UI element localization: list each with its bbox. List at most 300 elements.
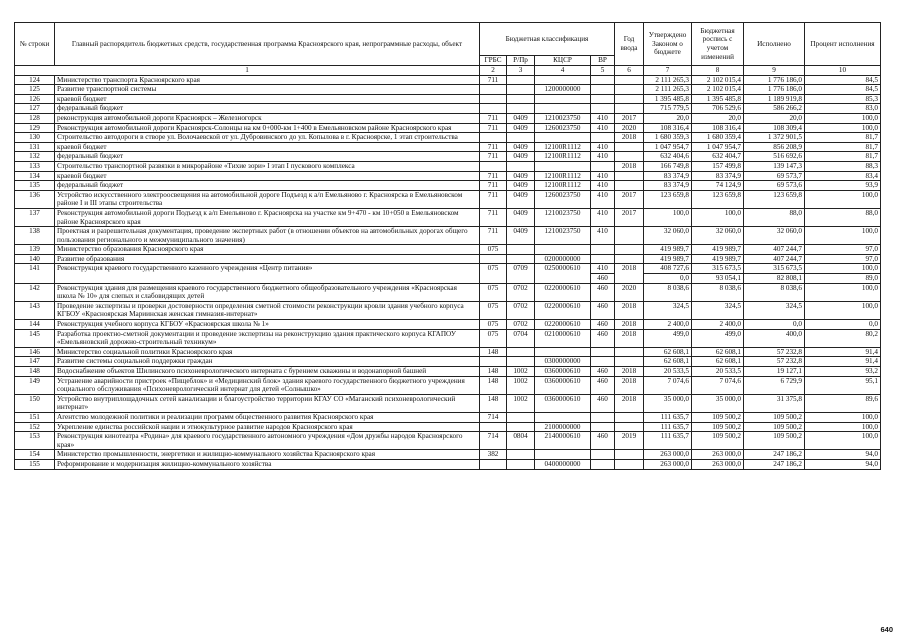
- row-number: 140: [15, 254, 55, 264]
- row-percent: 97,0: [805, 254, 881, 264]
- row-vr: [591, 85, 615, 95]
- row-rpr: [507, 412, 535, 422]
- row-number: 142: [15, 283, 55, 301]
- row-rpr: [507, 347, 535, 357]
- row-rpr: 1002: [507, 376, 535, 394]
- row-name: Развитие системы социальной поддержки граждан: [55, 357, 480, 367]
- row-number: 148: [15, 367, 55, 377]
- row-approved: 715 779,5: [644, 104, 692, 114]
- row-year: 2018: [615, 133, 644, 143]
- row-percent: 95,1: [805, 376, 881, 394]
- row-vr: 410: [591, 142, 615, 152]
- table-body: [15, 75, 881, 469]
- table-row: [15, 245, 881, 255]
- row-grbs: 148: [480, 347, 507, 357]
- row-year: [615, 450, 644, 460]
- row-grbs: 075: [480, 320, 507, 330]
- row-executed: 139 147,3: [744, 161, 805, 171]
- header-budget-classification: Бюджетная классификация: [480, 23, 615, 56]
- row-executed: 856 208,9: [744, 142, 805, 152]
- column-index: 10: [805, 66, 881, 76]
- row-approved: 83 374,9: [644, 181, 692, 191]
- row-approved: 2 111 265,3: [644, 75, 692, 85]
- row-approved: 499,0: [644, 329, 692, 347]
- row-executed: 109 500,2: [744, 432, 805, 450]
- row-rpr: [507, 75, 535, 85]
- row-percent: 94,0: [805, 450, 881, 460]
- row-kcsr: [535, 104, 591, 114]
- row-name: Разработка проектно-сметной документации и проведение экспертизы на реконструкцию здания практического корпуса КГАПОУ «Емельяновский дорожно-строительный техникум»: [55, 329, 480, 347]
- row-executed: 88,0: [744, 208, 805, 226]
- row-approved: 419 989,7: [644, 254, 692, 264]
- table-row: [15, 283, 881, 301]
- row-number: 153: [15, 432, 55, 450]
- row-year: 2018: [615, 264, 644, 283]
- table-row: [15, 142, 881, 152]
- row-approved: 20 533,5: [644, 367, 692, 377]
- table-row: [15, 459, 881, 469]
- row-year: [615, 347, 644, 357]
- row-kcsr: [535, 245, 591, 255]
- header-percent: Процент исполнения: [805, 23, 881, 66]
- row-approved: 408 727,6: [644, 264, 692, 274]
- row-name: Строительство автодороги в створе ул. Волочаевской от ул. Дубровинского до ул. Копылова в г. Красноярске, 1 этап строительства: [55, 133, 480, 143]
- row-year: [615, 104, 644, 114]
- row-grbs: 711: [480, 75, 507, 85]
- row-executed: 69 573,7: [744, 171, 805, 181]
- row-percent: 100,0: [805, 301, 881, 319]
- row-year: [615, 171, 644, 181]
- row-kcsr: 12100R1112: [535, 142, 591, 152]
- row-vr: 410: [591, 113, 615, 123]
- row-number: 150: [15, 394, 55, 412]
- row-percent: 100,0: [805, 412, 881, 422]
- row-year: [615, 245, 644, 255]
- row-percent: 83,0: [805, 104, 881, 114]
- header-row-number: № строки: [15, 23, 55, 66]
- row-executed: 1 776 186,0: [744, 75, 805, 85]
- row-kcsr: 0360000610: [535, 376, 591, 394]
- row-rpr: 0702: [507, 320, 535, 330]
- row-percent: 100,0: [805, 113, 881, 123]
- table-row: [15, 104, 881, 114]
- row-budget-list: 35 000,0: [692, 394, 744, 412]
- row-executed: 247 186,2: [744, 450, 805, 460]
- row-vr: 460: [591, 283, 615, 301]
- row-approved: 324,5: [644, 301, 692, 319]
- row-vr: [591, 357, 615, 367]
- row-number: 138: [15, 227, 55, 245]
- header-grbs: ГРБС: [480, 56, 507, 66]
- row-kcsr: 1210023750: [535, 208, 591, 226]
- row-executed: 32 060,0: [744, 227, 805, 245]
- row-approved: 1 680 359,3: [644, 133, 692, 143]
- row-rpr: 0702: [507, 283, 535, 301]
- row-kcsr: 2100000000: [535, 422, 591, 432]
- row-rpr: 1002: [507, 367, 535, 377]
- document-sheet: [14, 22, 880, 470]
- row-vr: 460: [591, 329, 615, 347]
- header-rpr: Р/Пр: [507, 56, 535, 66]
- row-percent: 84,5: [805, 75, 881, 85]
- row-grbs: [480, 357, 507, 367]
- row-budget-list: 62 608,1: [692, 357, 744, 367]
- row-executed: 516 692,6: [744, 152, 805, 162]
- column-index: 6: [615, 66, 644, 76]
- row-number: 135: [15, 181, 55, 191]
- row-percent: 81,7: [805, 152, 881, 162]
- row-kcsr: [535, 94, 591, 104]
- row-grbs: [480, 459, 507, 469]
- row-vr: 460: [591, 432, 615, 450]
- row-executed: 324,5: [744, 301, 805, 319]
- row-year: 2018: [615, 394, 644, 412]
- column-index: 3: [507, 66, 535, 76]
- row-grbs: 714: [480, 412, 507, 422]
- row-number: 124: [15, 75, 55, 85]
- row-vr: 460: [591, 376, 615, 394]
- row-executed: 31 375,8: [744, 394, 805, 412]
- row-vr: [591, 245, 615, 255]
- table-row: [15, 450, 881, 460]
- row-name: Реконструкция кинотеатра «Родина» для краевого государственного автономного учреждения «Дом дружбы народов Красноярского края»: [55, 432, 480, 450]
- row-percent: 93,9: [805, 181, 881, 191]
- row-kcsr: 1200000000: [535, 85, 591, 95]
- row-year: [615, 357, 644, 367]
- row-approved: 263 000,0: [644, 450, 692, 460]
- row-kcsr: [535, 133, 591, 143]
- row-name: Развитие транспортной системы: [55, 85, 480, 95]
- row-kcsr: 12100R1112: [535, 181, 591, 191]
- row-kcsr: 0400000000: [535, 459, 591, 469]
- row-vr: 410: [591, 181, 615, 191]
- column-index: 8: [692, 66, 744, 76]
- row-rpr: 0409: [507, 208, 535, 226]
- row-name: Министерство транспорта Красноярского края: [55, 75, 480, 85]
- row-budget-list: 123 659,8: [692, 190, 744, 208]
- row-approved: 111 635,7: [644, 432, 692, 450]
- row-rpr: [507, 422, 535, 432]
- row-rpr: 0409: [507, 227, 535, 245]
- row-vr: 460: [591, 320, 615, 330]
- row-kcsr: [535, 161, 591, 171]
- row-budget-list: 20 533,5: [692, 367, 744, 377]
- row-percent: 100,0: [805, 283, 881, 301]
- row-approved: 83 374,9: [644, 171, 692, 181]
- row-grbs: [480, 85, 507, 95]
- row-year: [615, 142, 644, 152]
- row-grbs: 711: [480, 227, 507, 245]
- row-approved: 263 000,0: [644, 459, 692, 469]
- row-vr: [591, 347, 615, 357]
- row-year: 2018: [615, 329, 644, 347]
- row-budget-list: 419 989,7: [692, 245, 744, 255]
- table-row: [15, 208, 881, 226]
- row-budget-list: 157 499,8: [692, 161, 744, 171]
- row-kcsr: [535, 412, 591, 422]
- row-number: 125: [15, 85, 55, 95]
- row-name: Водоснабжение объектов Шилинского психоневрологического интерната с бурением скважины и водонапорной башней: [55, 367, 480, 377]
- row-percent: 88,0: [805, 208, 881, 226]
- row-grbs: 075: [480, 264, 507, 283]
- row-kcsr: 12100R1112: [535, 152, 591, 162]
- header-executed: Исполнено: [744, 23, 805, 66]
- row-rpr: [507, 85, 535, 95]
- row-number: 132: [15, 152, 55, 162]
- row-budget-list: 1 680 359,4: [692, 133, 744, 143]
- row-approved: 166 749,8: [644, 161, 692, 171]
- row-grbs: 711: [480, 208, 507, 226]
- row-grbs: 148: [480, 376, 507, 394]
- page-number: 640: [880, 625, 893, 634]
- row-name: реконструкция автомобильной дороги Красноярск – Железногорск: [55, 113, 480, 123]
- row-name: Министерство образования Красноярского края: [55, 245, 480, 255]
- row-percent: 80,2: [805, 329, 881, 347]
- row-year: 2020: [615, 123, 644, 133]
- column-index: 9: [744, 66, 805, 76]
- row-rpr: 0804: [507, 432, 535, 450]
- row-executed: 1 189 919,8: [744, 94, 805, 104]
- row-vr: [591, 75, 615, 85]
- row-number: 128: [15, 113, 55, 123]
- table-row: [15, 123, 881, 133]
- row-kcsr: [535, 75, 591, 85]
- table-row: [15, 152, 881, 162]
- row-rpr: [507, 245, 535, 255]
- row-percent: 94,0: [805, 459, 881, 469]
- row-kcsr: 0360000610: [535, 394, 591, 412]
- row-number: 145: [15, 329, 55, 347]
- budget-table: [14, 22, 881, 470]
- row-name: Реконструкция автомобильной дороги Подъезд к а/п Емельяново г. Красноярска на участке км 9+470 - км 10+050 в Емельяновском районе Красноярского края: [55, 208, 480, 226]
- row-kcsr: 1210023750: [535, 113, 591, 123]
- row-budget-list: 499,0: [692, 329, 744, 347]
- row-grbs: 075: [480, 329, 507, 347]
- row-approved: 7 074,6: [644, 376, 692, 394]
- row-percent: 88,3: [805, 161, 881, 171]
- row-vr: 460: [591, 274, 615, 284]
- row-approved: 1 047 954,7: [644, 142, 692, 152]
- row-year: 2017: [615, 208, 644, 226]
- row-rpr: [507, 450, 535, 460]
- row-rpr: [507, 161, 535, 171]
- table-row: [15, 94, 881, 104]
- row-year: 2018: [615, 367, 644, 377]
- row-number: 143: [15, 301, 55, 319]
- table-row: [15, 394, 881, 412]
- row-approved: 20,0: [644, 113, 692, 123]
- row-percent: 89,0: [805, 274, 881, 284]
- row-executed: 82 808,1: [744, 274, 805, 284]
- table-row: [15, 133, 881, 143]
- table-row: [15, 254, 881, 264]
- row-kcsr: 1260023750: [535, 190, 591, 208]
- row-number: 139: [15, 245, 55, 255]
- row-year: 2017: [615, 190, 644, 208]
- row-vr: 460: [591, 394, 615, 412]
- table-row: [15, 422, 881, 432]
- row-number: 129: [15, 123, 55, 133]
- row-budget-list: 2 102 015,4: [692, 85, 744, 95]
- row-vr: [591, 412, 615, 422]
- row-approved: 111 635,7: [644, 412, 692, 422]
- table-row: [15, 320, 881, 330]
- table-row: [15, 412, 881, 422]
- header-approved: Утверждено Законом о бюджете: [644, 23, 692, 66]
- row-name: федеральный бюджет: [55, 104, 480, 114]
- row-rpr: [507, 459, 535, 469]
- row-kcsr: 0360000610: [535, 367, 591, 377]
- row-name: федеральный бюджет: [55, 181, 480, 191]
- row-budget-list: 1 395 485,8: [692, 94, 744, 104]
- row-executed: 586 266,2: [744, 104, 805, 114]
- row-approved: 32 060,0: [644, 227, 692, 245]
- row-grbs: 714: [480, 432, 507, 450]
- row-number: 151: [15, 412, 55, 422]
- row-budget-list: 108 316,4: [692, 123, 744, 133]
- row-executed: 109 500,2: [744, 412, 805, 422]
- row-year: 2018: [615, 161, 644, 171]
- row-rpr: 1002: [507, 394, 535, 412]
- row-grbs: [480, 161, 507, 171]
- row-name: Министерство промышленности, энергетики и жилищно-коммунального хозяйства Красноярского края: [55, 450, 480, 460]
- row-percent: 100,0: [805, 123, 881, 133]
- row-grbs: 711: [480, 171, 507, 181]
- row-vr: 410: [591, 264, 615, 274]
- row-name: краевой бюджет: [55, 94, 480, 104]
- table-row: [15, 161, 881, 171]
- table-row: [15, 329, 881, 347]
- row-budget-list: 706 529,6: [692, 104, 744, 114]
- row-name: Проведение экспертизы и проверки достоверности определения сметной стоимости реконструкции кровли здания учебного корпуса КГБОУ «Красноярская Мариинская женская гимназия-интернат»: [55, 301, 480, 319]
- row-vr: [591, 254, 615, 264]
- row-number: 136: [15, 190, 55, 208]
- row-vr: 410: [591, 208, 615, 226]
- row-budget-list: 32 060,0: [692, 227, 744, 245]
- row-name: Реконструкция здания для размещения краевого государственного бюджетного общеобразовательного учреждения «Красноярская школа № 10» для слепых и слабовидящих детей: [55, 283, 480, 301]
- header-budget-list: Бюджетная роспись с учетом изменений: [692, 23, 744, 66]
- row-executed: 19 127,1: [744, 367, 805, 377]
- table-row: [15, 367, 881, 377]
- row-approved: 8 038,6: [644, 283, 692, 301]
- row-budget-list: 100,0: [692, 208, 744, 226]
- column-index-row: [15, 66, 881, 76]
- row-vr: [591, 133, 615, 143]
- row-budget-list: 109 500,2: [692, 422, 744, 432]
- table-row: [15, 347, 881, 357]
- row-budget-list: 315 673,5: [692, 264, 744, 274]
- row-year: [615, 94, 644, 104]
- row-name: Устранение аварийности пристроек «Пищеблок» и «Медицинский блок» здания краевого государственного бюджетного учреждения социального обслуживания «Психоневрологический интернат для детей «Солнышко»: [55, 376, 480, 394]
- row-approved: 100,0: [644, 208, 692, 226]
- header-kcsr: КЦСР: [535, 56, 591, 66]
- row-percent: 89,6: [805, 394, 881, 412]
- row-rpr: [507, 357, 535, 367]
- row-number: 154: [15, 450, 55, 460]
- row-name: краевой бюджет: [55, 171, 480, 181]
- row-name: Агентство молодежной политики и реализации программ общественного развития Красноярского края: [55, 412, 480, 422]
- row-number: 144: [15, 320, 55, 330]
- row-grbs: 075: [480, 301, 507, 319]
- row-executed: 57 232,8: [744, 357, 805, 367]
- row-kcsr: 0220000610: [535, 301, 591, 319]
- row-rpr: 0702: [507, 301, 535, 319]
- table-row: [15, 301, 881, 319]
- row-percent: 100,0: [805, 264, 881, 274]
- row-percent: 91,4: [805, 357, 881, 367]
- column-index: 1: [15, 66, 480, 76]
- row-year: 2019: [615, 432, 644, 450]
- row-percent: 100,0: [805, 422, 881, 432]
- table-row: [15, 264, 881, 274]
- table-row: [15, 432, 881, 450]
- row-year: [615, 85, 644, 95]
- row-approved: 2 111 265,3: [644, 85, 692, 95]
- row-approved: 108 316,4: [644, 123, 692, 133]
- row-executed: 407 244,7: [744, 254, 805, 264]
- row-year: 2018: [615, 376, 644, 394]
- table-row: [15, 376, 881, 394]
- row-percent: 100,0: [805, 432, 881, 450]
- row-name: Развитие образования: [55, 254, 480, 264]
- header-name: Главный распорядитель бюджетных средств, государственная программа Красноярского края, непрограммные расходы, объект: [55, 23, 480, 66]
- row-rpr: 0409: [507, 152, 535, 162]
- row-budget-list: 74 124,9: [692, 181, 744, 191]
- row-approved: 62 608,1: [644, 357, 692, 367]
- row-grbs: 711: [480, 190, 507, 208]
- row-grbs: 075: [480, 283, 507, 301]
- row-percent: 93,2: [805, 367, 881, 377]
- row-executed: 407 244,7: [744, 245, 805, 255]
- row-year: [615, 181, 644, 191]
- row-name: Реформирование и модернизация жилищно-коммунального хозяйства: [55, 459, 480, 469]
- row-budget-list: 109 500,2: [692, 412, 744, 422]
- row-number: 134: [15, 171, 55, 181]
- row-number: 146: [15, 347, 55, 357]
- row-budget-list: 632 404,7: [692, 152, 744, 162]
- row-year: [615, 412, 644, 422]
- row-vr: 460: [591, 301, 615, 319]
- row-year: 2017: [615, 113, 644, 123]
- row-kcsr: 1210023750: [535, 227, 591, 245]
- row-number: 130: [15, 133, 55, 143]
- table-row: [15, 181, 881, 191]
- row-name: Реконструкция учебного корпуса КГБОУ «Красноярская школа № 1»: [55, 320, 480, 330]
- row-budget-list: 8 038,6: [692, 283, 744, 301]
- row-name: Проектная и разрешительная документация, проведение экспертных работ (в отношении объектов на автомобильных дорогах общего пользования регионального и межмуниципального значения): [55, 227, 480, 245]
- column-index: 5: [591, 66, 615, 76]
- row-name: Укрепление единства российской нации и этнокультурное развитие народов Красноярского края: [55, 422, 480, 432]
- row-number: 127: [15, 104, 55, 114]
- row-kcsr: [535, 450, 591, 460]
- row-name: Устройство искусственного электроосвещения на автомобильной дороге Подъезд к а/п Емельяново г. Красноярска в Емельяновском районе I и III этапы строительства: [55, 190, 480, 208]
- row-approved: 35 000,0: [644, 394, 692, 412]
- row-vr: 410: [591, 152, 615, 162]
- row-kcsr: 1260023750: [535, 123, 591, 133]
- row-vr: 410: [591, 227, 615, 245]
- row-kcsr: 0210000610: [535, 329, 591, 347]
- row-rpr: 0409: [507, 171, 535, 181]
- row-approved: 123 659,8: [644, 190, 692, 208]
- row-percent: 100,0: [805, 190, 881, 208]
- header-vr: ВР: [591, 56, 615, 66]
- row-rpr: [507, 133, 535, 143]
- row-approved: 419 989,7: [644, 245, 692, 255]
- row-executed: 400,0: [744, 329, 805, 347]
- row-grbs: [480, 104, 507, 114]
- row-executed: 109 500,2: [744, 422, 805, 432]
- table-row: [15, 227, 881, 245]
